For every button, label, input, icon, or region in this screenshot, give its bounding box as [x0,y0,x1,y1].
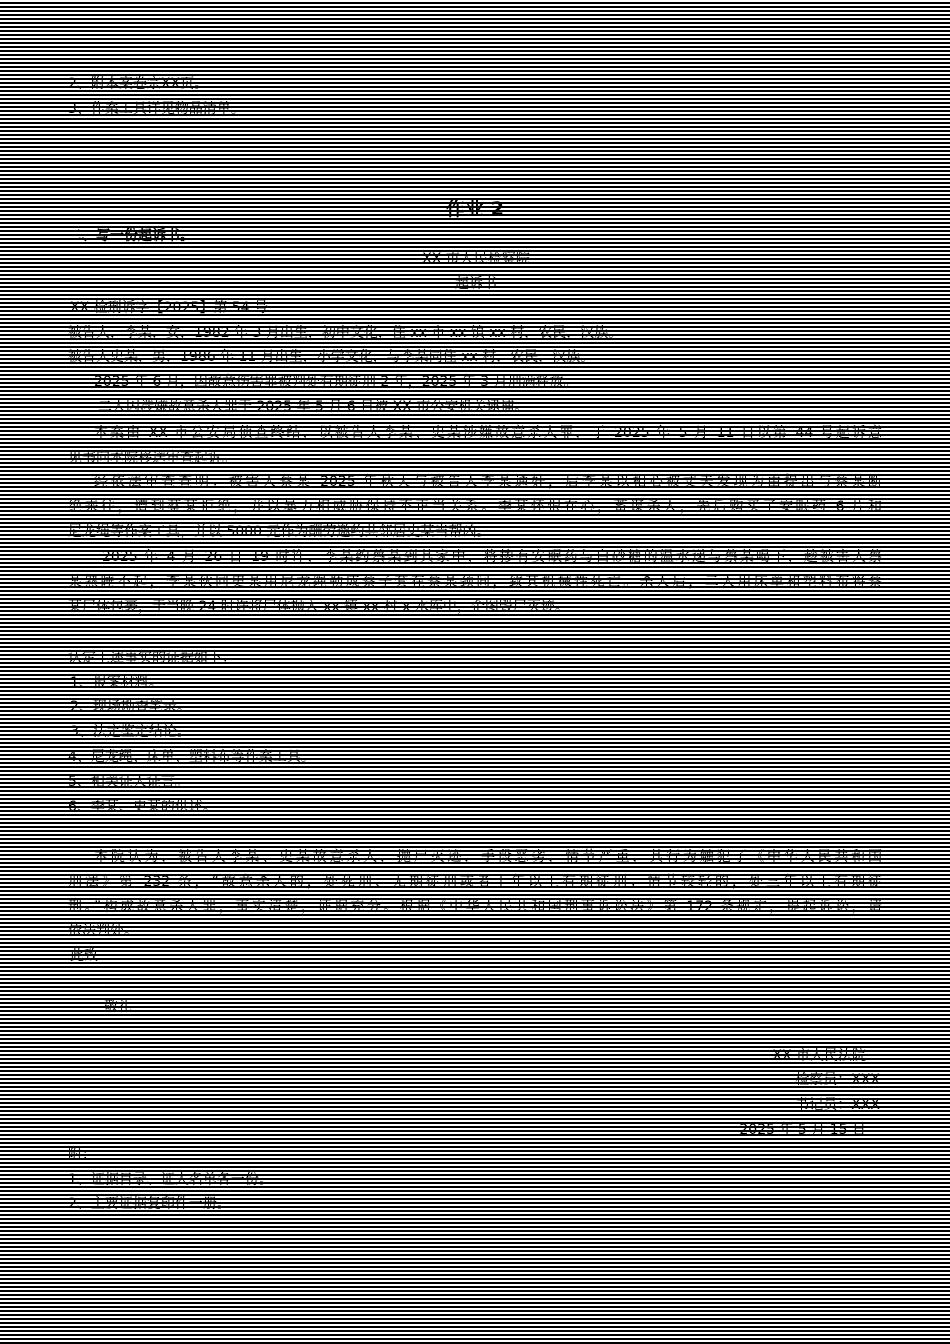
evidence-item: 2、现场勘查笔录。 [70,699,191,715]
custody-info: 二人因涉嫌故意杀人罪于 2025 年 5 月 6 日被 XX 市公安机关逮捕。 [98,399,529,415]
paragraph-line: 经依法审查查明：被害人蔡某 2025 年秋天与被告人李某通奸，后李某以相心被丈夫发现为由提出与蔡某断 [94,474,882,490]
closing-salutation: 此致 [70,948,98,964]
paragraph-line: 绝来往，遭到蔡某拒绝，并以暴力相威胁保持不正当关系。李某怀恨在心，蓄谋杀人，先后购买了安眠药 6 片和 [68,499,882,515]
paragraph-line: 刑。”构成故意杀人罪，事实清楚，证据充分。根据《中华人民共和国刑事诉讼法》第 172 条规定，提起诉讼，请 [68,899,882,915]
paragraph-line: 见书向本院移送审查起诉。 [68,450,236,466]
signature-clerk: 书记员：XXX [795,1097,880,1113]
attachment-item: 1、证据目录、证人名单各一份。 [68,1172,273,1188]
document-number: XX 检刑诉字【2025】第 54 号 [70,300,268,316]
signature-prosecutor: 检察员：XXX [795,1072,880,1088]
paragraph-line: 本案由 XX 市公安局侦查终结，以被告人李某、史某涉嫌故意杀人罪，于 2025 年 5 月 11 日以第 44 号起诉意 [94,425,882,441]
paragraph-line: 某尸体包裹，于当晚 24 时许将尸体抛入 xx 镇 xx 村 x 水库中，企图毁尸灭迹。 [68,599,569,615]
page-title: 作业 2 [446,198,504,220]
evidence-item: 5、相关证人证言。 [68,774,189,790]
attachment-item: 2、主要证据复印件一册。 [68,1196,231,1212]
paragraph-line: 本院认为，被告人李某、史某故意杀人，抛尸灭迹，手段恶劣，情节严重，其行为触犯了《中华人民共和国 [94,849,882,865]
prior-record: 2025 年 6 月，因故意伤害罪被判处有期徒刑 2 年，2025 年 3 月刑满释放。 [94,374,578,390]
evidence-item: 4、尼龙绳、床单、塑料布等作案工具。 [68,749,315,765]
paragraph-line: 刑法》第 232 条，“故意杀人的，处死刑、无期徒刑或者十年以上有期徒刑；情节较轻的，处三年以上有期徒 [68,874,882,890]
attachment-item: 2、附本案卷宗XX页。 [68,76,209,92]
signature-date: 2025 年 5 月 15 日 [739,1122,866,1138]
document-type: 起诉书 [455,276,497,292]
attachment-item: 3、作案工具详见物品清单。 [68,101,245,117]
signature-court: XX 市人民法院 [772,1048,866,1064]
evidence-item: 6、李某、史某的供述。 [68,799,217,815]
defendant-info: 被告人，李某，女，1982 年 3 月出生，初中文化，住 xx 市 xx 镇 xx 村，农民，汉族。 [68,325,623,341]
paragraph-line: 2025 年 4 月 26 日 19 时许，李某约蔡某到其家中，将掺有安眠药与白砂糖的温水递与蔡某喝下，趁被害人蔡 [102,549,882,565]
defendant-info: 被告人史某，男，1986 年 11 月出生，小学文化，与李某同住 xx 村，农民，汉族。 [68,349,595,365]
paragraph-line: 依法判处。 [68,923,138,939]
evidence-heading: 认定上述事实的证据如下： [68,650,236,666]
attachments-label: 附： [68,1147,96,1163]
paragraph-line: 尼龙绳等作案工具，并以 5000 元作为酬劳邀约共邻居史某当帮凶。 [68,524,491,540]
organization-name: XX 市人民检察院 [422,251,530,267]
closing-salutation: 敬礼 [104,999,132,1015]
evidence-item: 3、法定鉴定结论。 [70,724,191,740]
task-heading: 二、写一份起诉书。 [68,228,194,244]
evidence-item: 1、报案材料。 [70,675,163,691]
paragraph-line: 某熟睡不起，李某伙同史某用尼龙绳勒成蔡子套在蔡某颈间，致其机械性死亡。杀人后，二人用床单和塑料布将蔡 [68,574,882,590]
